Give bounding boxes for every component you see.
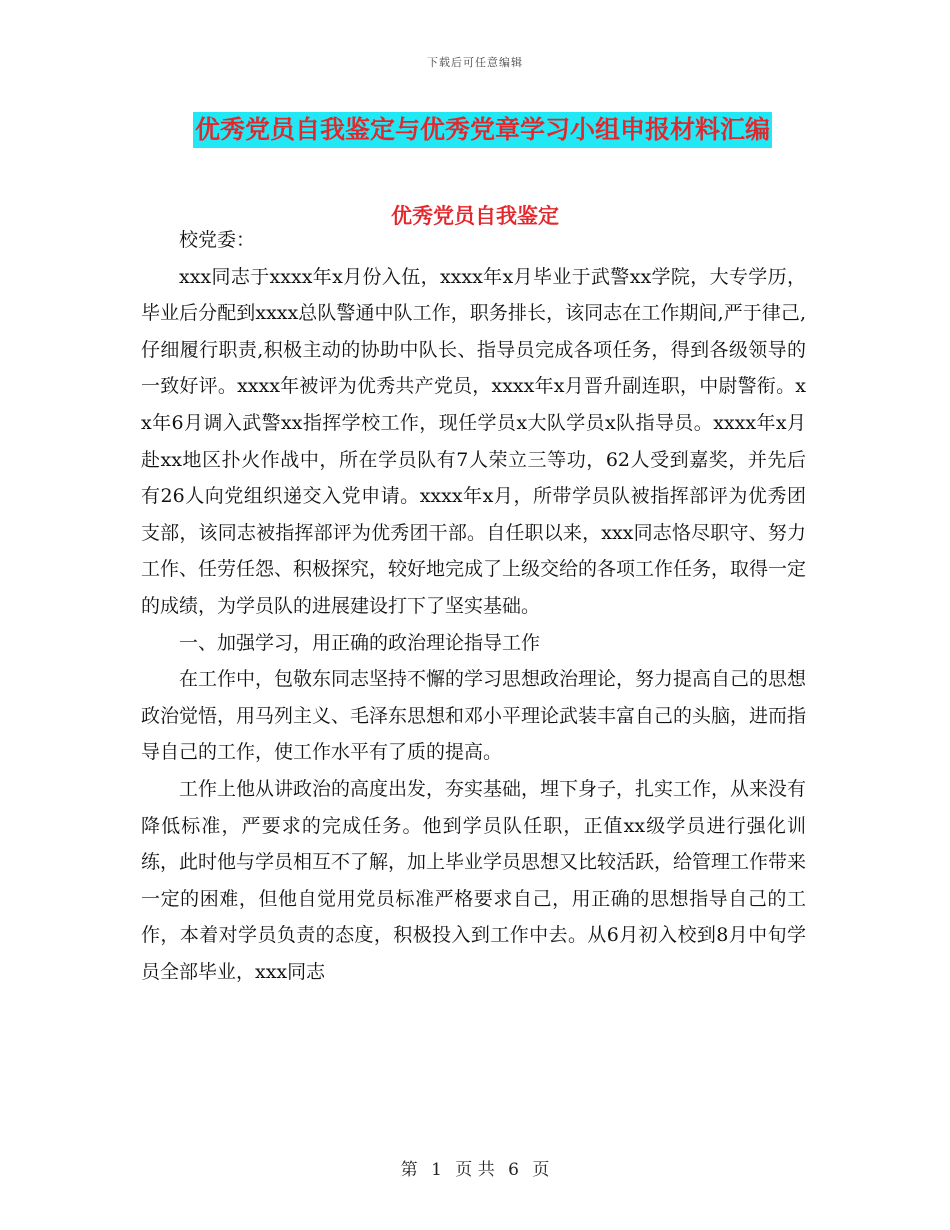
page-footer <box>0 1155 950 1180</box>
paragraph-introduction: xxx同志于xxxx年x月份入伍，xxxx年x月毕业于武警xx学院，大专学历，毕业后分配到xxxx总队警通中队工作，职务排长，该同志在工作期间,严于律己,仔细履行职责,积极主动的协助中队长、指导员完成各项任务，得到各级领导的一致好评。xxxx年被评为优秀共产党员，xxxx年x月晋升副连职，中尉警衔。xx年6月调入武警xx指挥学校工作，现任学员x大队学员x队指导员。xxxx年x月赴xx地区扑火作战中，所在学员队有7人荣立三等功，62人受到嘉奖，并先后有26人向党组织递交入党申请。xxxx年x月，所带学员队被指挥部评为优秀团支部，该同志被指挥部评为优秀团干部。自任职以来，xxx同志恪尽职守、努力工作、任劳任怨、积极探究，较好地完成了上级交给的各项工作任务，取得一定的成绩，为学员队的进展建设打下了坚实基础。 <box>141 265 807 617</box>
salutation: 校党委： <box>179 229 256 251</box>
document-section-title: 优秀党员自我鉴定 <box>391 203 559 228</box>
footer-prefix: 第 <box>400 1160 418 1180</box>
footer-page-number: 1 <box>431 1160 442 1180</box>
paragraph-work: 工作上他从讲政治的高度出发，夯实基础，埋下身子，扎实工作，从来没有降低标准，严要求的完成任务。他到学员队任职，正值xx级学员进行强化训练，此时他与学员相互不了解，加上毕业学员思想又比较活跃，给管理工作带来一定的困难，但他自觉用党员标准严格要求自己，用正确的思想指导自己的工作，本着对学员负责的态度，积极投入到工作中去。从6月初入校到8月中旬学员全部毕业，xxx同志 <box>141 777 807 983</box>
header-note: 下载后可任意编辑 <box>427 56 523 69</box>
paragraph-study: 在工作中，包敬东同志坚持不懈的学习思想政治理论，努力提高自己的思想政治觉悟，用马列主义、毛泽东思想和邓小平理论武装丰富自己的头脑，进而指导自己的工作，使工作水平有了质的提高。 <box>141 668 807 764</box>
document-body <box>141 222 806 990</box>
footer-middle: 页 共 <box>455 1160 495 1180</box>
footer-total-pages: 6 <box>508 1160 519 1180</box>
document-main-title: 优秀党员自我鉴定与优秀党章学习小组申报材料汇编 <box>193 112 772 148</box>
footer-suffix: 页 <box>532 1160 550 1180</box>
section-heading-1: 一、加强学习，用正确的政治理论指导工作 <box>179 631 541 654</box>
